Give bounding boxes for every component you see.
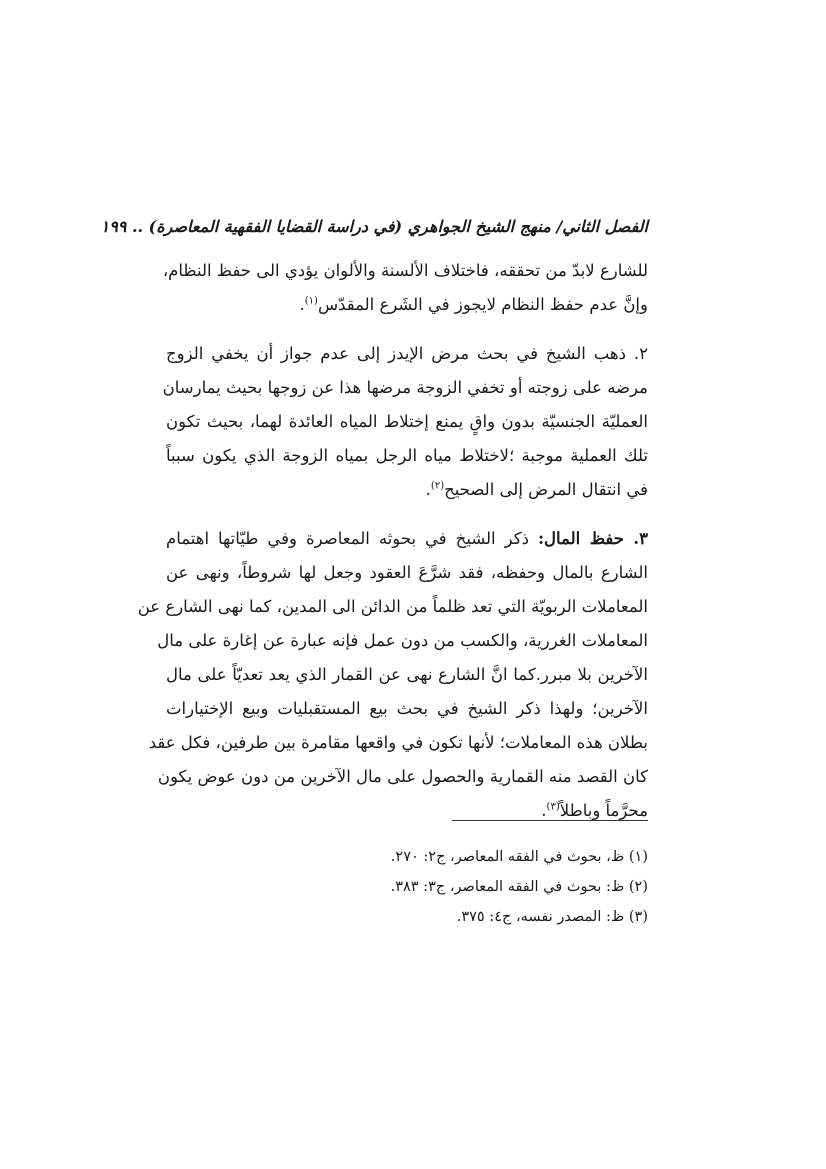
footnote-item: (٢) ظ: بحوث في الفقه المعاصر، ج٣: ٣٨٣.	[390, 879, 648, 895]
text-line	[166, 288, 648, 322]
text-line: المعاملات الربويّة التي تعد ظلماً من الدائن الى المدين، كما نهى الشارع عن	[137, 597, 648, 616]
text-line: تلك العملية موجبة ؛لاختلاط مياه الرجل بمياه الزوجة الذي يكون سبباً	[166, 446, 648, 465]
text-line: ٢. ذهب الشيخ في بحث مرض الإيدز إلى عدم جواز أن يخفي الزوج	[166, 344, 648, 363]
footnote-ref: (١)	[304, 295, 318, 307]
period: .	[425, 480, 431, 499]
text-line: المعاملات الغررية، والكسب من دون عمل فإنه عبارة عن إغارة على مال	[157, 631, 648, 650]
text-line-content: محرَّماً وباطلاً	[559, 801, 648, 820]
paragraph-1	[162, 254, 648, 322]
period: .	[299, 295, 305, 314]
footnote-ref: (٢)	[430, 480, 445, 492]
text-line: كان القصد منه القمارية والحصول على مال الآخرين من دون عوض يكون	[157, 767, 648, 786]
text-line: العمليّة الجنسيّة بدون واقٍ يمنع إختلاط المياه العائدة لهما، بحيث تكون	[166, 412, 648, 431]
text-line: الشارع بالمال وحفظه، فقد شرَّعَ العقود وجعل لها شروطاً، ونهى عن	[166, 563, 648, 582]
footnote-ref: (٣)	[546, 801, 560, 813]
text-line: للشارع لابدّ من تحققه، فاختلاف الألسنة والألوان يؤدي الى حفظ النظام،	[162, 261, 648, 280]
text-line	[166, 473, 648, 507]
footnote-item: (١) ظ، بحوث في الفقه المعاصر، ج٢: ٢٧٠.	[390, 849, 648, 865]
section-heading: ٣. حفظ المال:	[537, 529, 649, 548]
text-line: بطلان هذه المعاملات؛ لأنها تكون في واقعها مقامرة بين طرفين، فكل عقد	[148, 733, 648, 752]
footnote-divider	[452, 820, 648, 821]
text-line-content: وإنَّ عدم حفظ النظام لايجوز في الشَرع المقدّس	[317, 295, 648, 314]
footnote-item: (٣) ظ: المصدر نفسه، ج٤: ٣٧٥.	[456, 909, 648, 925]
text-line	[166, 794, 648, 828]
text-line: الآخرين بلا مبرر.كما انَّ الشارع نهى عن القمار الذي يعد تعديّاً على مال	[166, 665, 648, 684]
running-header: الفصل الثاني/ منهج الشيخ الجواهري (في دراسة القضايا الفقهية المعاصرة) .. ١٩٩	[100, 217, 648, 236]
text-line-content: ذكر الشيخ في بحوثه المعاصرة وفي طيّاتها اهتمام	[166, 529, 529, 548]
paragraph-3	[137, 522, 649, 828]
text-line	[166, 522, 648, 556]
text-line-content: في انتقال المرض إلى الصحيح	[444, 480, 648, 499]
main-text	[137, 254, 649, 843]
text-line: مرضه على زوجته أو تخفي الزوجة مرضها هذا عن زوجها بحيث يمارسان	[162, 378, 648, 397]
text-line: الآخرين؛ ولهذا ذكر الشيخ في بحث بيع المستقبليات وبيع الإختيارات	[166, 699, 648, 718]
paragraph-2	[162, 337, 648, 507]
footnotes	[166, 842, 648, 932]
period: .	[541, 801, 547, 820]
